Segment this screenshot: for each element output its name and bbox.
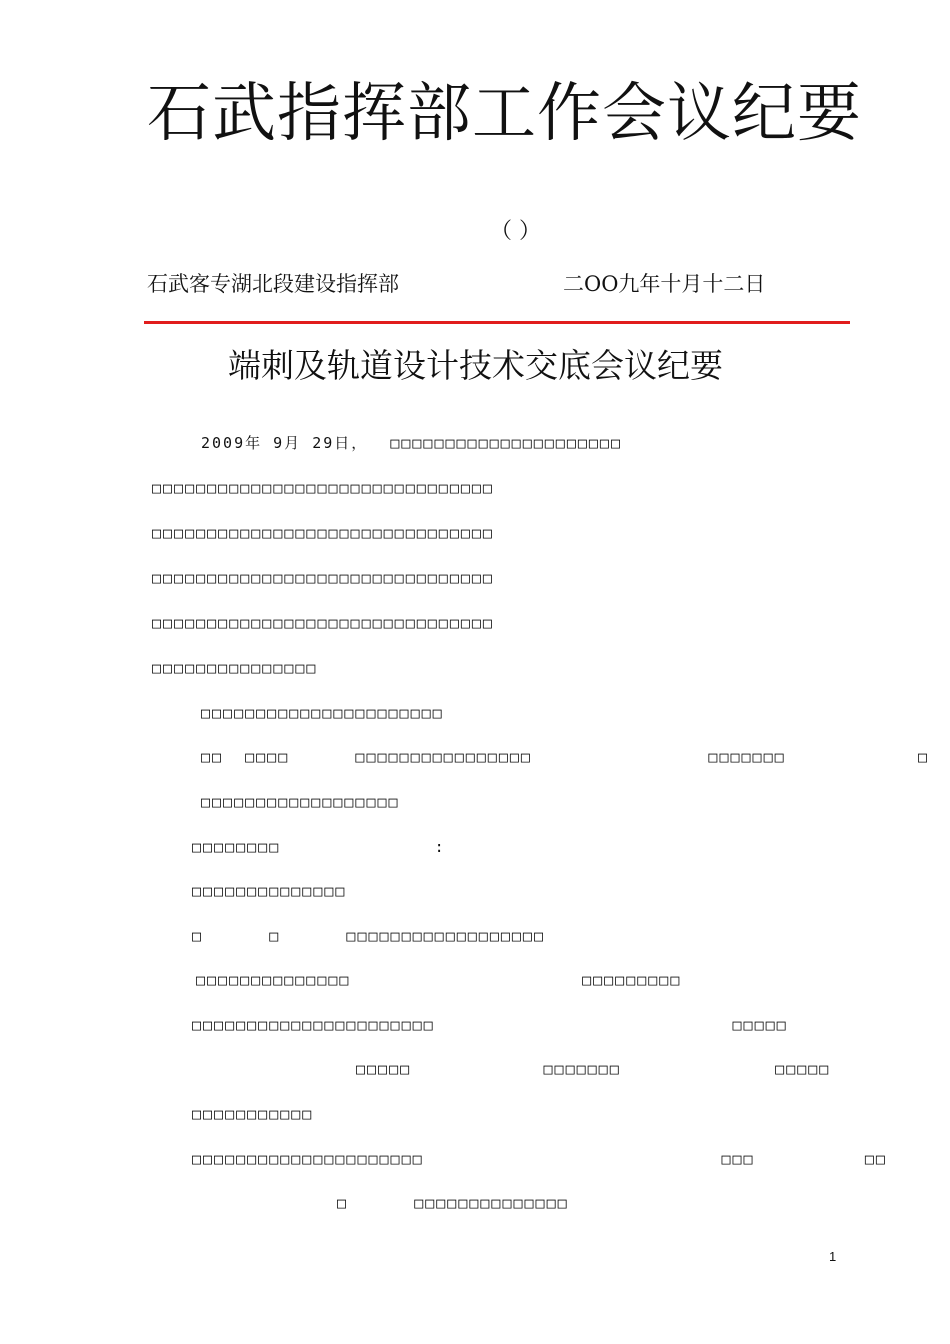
body-line: □□□□□□□□□□□□□□ □□□□□□□□□	[196, 971, 682, 989]
body-line: □□□□□□□□□□□□□□□□□□□□□□□□□□□□□□□	[152, 524, 494, 542]
body-line: □□□□□ □□□□□□□ □□□□□	[356, 1060, 831, 1078]
body-line: □□□□□□□□□□□□□□□□□□□□□ □□□ □□	[192, 1150, 887, 1168]
body-line: □□□□□□□□□□□□□□□	[152, 659, 318, 677]
body-line: □ □ □□□□□□□□□□□□□□□□□□	[192, 927, 545, 945]
body-line: □□ □□□□ □□□□□□□□□□□□□□□□ □□□□□□□ □	[201, 748, 930, 766]
body-line: □□□□□□□□□□□	[192, 1105, 314, 1123]
body-line: □□□□□□□□□□□□□□□□□□□□□□□□□□□□□□□	[152, 614, 494, 632]
body-line: □□□□□□□□□□□□□□□□□□□□□□□□□□□□□□□	[152, 569, 494, 587]
document-title: 石武指挥部工作会议纪要	[147, 77, 862, 151]
body-line: □□□□□□□□□□□□□□□□□□□□□□□□□□□□□□□	[152, 479, 494, 497]
page-number: 1	[829, 1249, 837, 1264]
issue-number: （ ）	[490, 219, 541, 244]
body-line: □□□□□□□□ :	[192, 838, 446, 856]
header-divider	[144, 321, 850, 324]
body-line: □ □□□□□□□□□□□□□□	[337, 1194, 569, 1212]
meeting-subtitle: 端刺及轨道设计技术交底会议纪要	[228, 346, 723, 385]
body-line: □□□□□□□□□□□□□□□□□□□□□□	[201, 704, 444, 722]
body-line: □□□□□□□□□□□□□□□□□□	[201, 793, 400, 811]
body-line: 2009年 9月 29日， □□□□□□□□□□□□□□□□□□□□□	[201, 434, 622, 452]
body-line: □□□□□□□□□□□□□□□□□□□□□□ □□□□□	[192, 1016, 788, 1034]
document-date: 二OO九年十月十二日	[563, 272, 766, 296]
issuing-organization: 石武客专湖北段建设指挥部	[147, 272, 399, 296]
body-line: □□□□□□□□□□□□□□	[192, 882, 347, 900]
